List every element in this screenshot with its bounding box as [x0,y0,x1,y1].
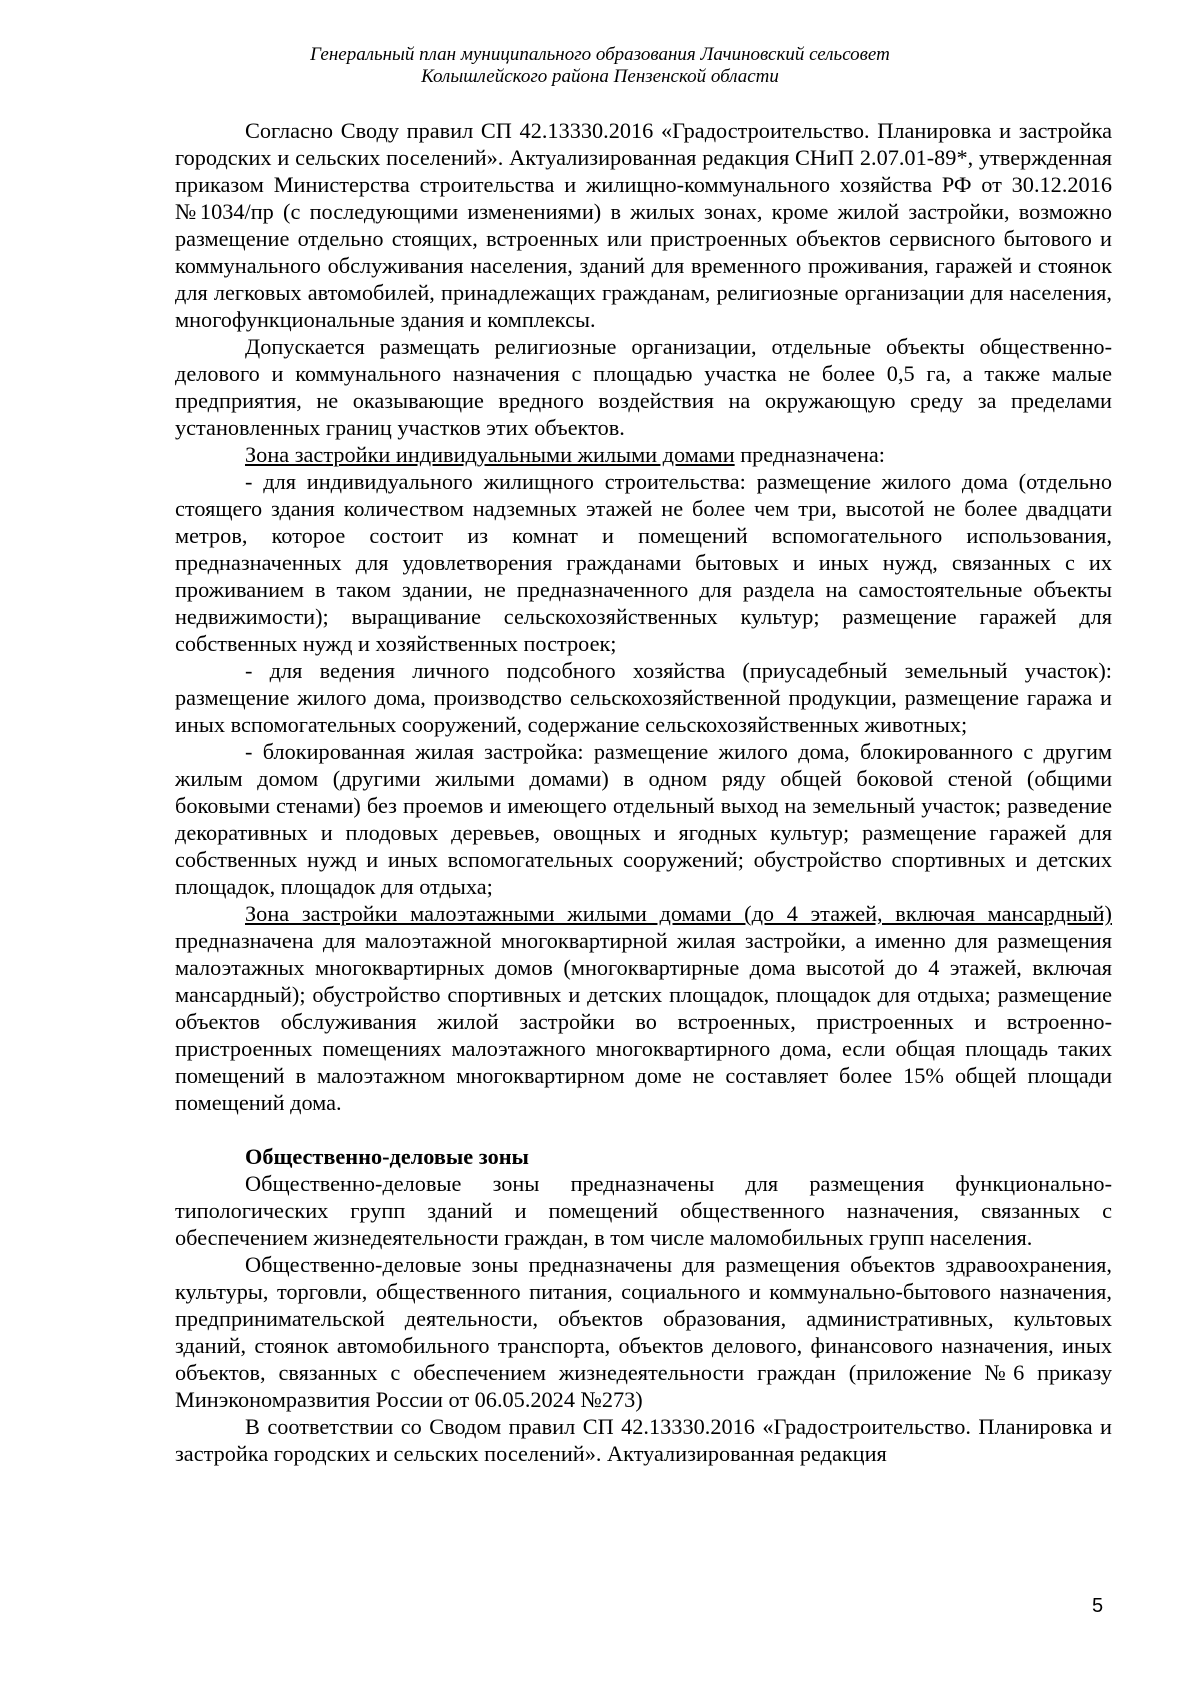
section-spacer [175,1116,1112,1143]
paragraph-permitted-placement: Допускается размещать религиозные организации, отдельные объекты общественно-делового и коммунального назначения с площадью участка не более 0,5 га, а также малые предприятия, не оказывающие вредного воздействия на окружающую среду за пределами установленных границ участков этих объектов. [175,334,1112,440]
paragraph-public-business-purposes: Общественно-деловые зоны предназначены для размещения объектов здравоохранения, культуры, торговли, общественного питания, социального и коммунально-бытового назначения, предпринимательской деятельности, объектов образования, административных, культовых зданий, стоянок автомобильного транспорта, объектов делового, финансового назначения, иных объектов, связанных с обеспечением жизнедеятельности граждан (приложение №6 приказу Минэкономразвития России от 06.05.2024 №273) [175,1252,1112,1412]
paragraph-individual-housing-zone [175,441,1112,468]
page-number: 5 [1092,1595,1104,1617]
paragraph-residential-zones-intro: Согласно Своду правил СП 42.13330.2016 «Градостроительство. Планировка и застройка городских и сельских поселений». Актуализированная редакция СНиП 2.07.01-89*, утвержденная приказом Министерства строительства и жилищно-коммунального хозяйства РФ от 30.12.2016 №1034/пр (с последующими изменениями) в жилых зонах, кроме жилой застройки, возможно размещение отдельно стоящих, встроенных или пристроенных объектов сервисного бытового и коммунального обслуживания населения, зданий для временного проживания, гаражей и стоянок для легковых автомобилей, принадлежащих гражданам, религиозные организации для населения, многофункциональные здания и комплексы. [175,118,1112,332]
list-item-personal-farming: - для ведения личного подсобного хозяйства (приусадебный земельный участок): размещение жилого дома, производство сельскохозяйственной продукции, размещение гаража и иных вспомогательных сооружений, содержание сельскохозяйственных животных; [175,658,1112,737]
paragraph-text: предназначена для малоэтажной многоквартирной жилая застройки, а именно для размещения малоэтажных многоквартирных домов (многоквартирные дома высотой до 4 этажей, включая мансардный); обустройство спортивных и детских площадок, площадок для отдыха; размещение объектов обслуживания жилой застройки во встроенных, пристроенных и встроенно-пристроенных помещениях малоэтажного многоквартирного дома, если общая площадь таких помещений в малоэтажном многоквартирном доме не составляет более 15% общей площади помещений дома. [175,928,1112,1115]
body-text [175,117,1112,1467]
list-item-blocked-housing: - блокированная жилая застройка: размещение жилого дома, блокированного с другим жилым домом (другими жилыми домами) в одном ряду общей боковой стеной (общими боковыми стенами) без проемов и имеющего отдельный выход на земельный участок; разведение декоративных и плодовых деревьев, овощных и ягодных культур; размещение гаражей для собственных нужд и иных вспомогательных сооружений; обустройство спортивных и детских площадок, площадок для отдыха; [175,739,1112,899]
header-line-2: Колышлейского района Пензенской области [421,66,779,87]
paragraph-low-rise-housing-zone [175,900,1112,1116]
header-line-1: Генеральный план муниципального образования Лачиновский сельсовет [310,44,890,65]
running-header [0,44,1200,88]
zone-name-individual-housing: Зона застройки индивидуальными жилыми домами [245,442,735,467]
section-title: Общественно-деловые зоны [245,1144,529,1169]
paragraph-sp-reference: В соответствии со Сводом правил СП 42.13330.2016 «Градостроительство. Планировка и застройка городских и сельских поселений». Актуализированная редакция [175,1414,1112,1466]
list-item-individual-construction: - для индивидуального жилищного строительства: размещение жилого дома (отдельно стоящего здания количеством надземных этажей не более чем три, высотой не более двадцати метров, которое состоит из комнат и помещений вспомогательного использования, предназначенных для удовлетворения гражданами бытовых и иных нужд, связанных с их проживанием в таком здании, не предназначенного для раздела на самостоятельные объекты недвижимости); выращивание сельскохозяйственных культур; размещение гаражей для собственных нужд и хозяйственных построек; [175,469,1112,656]
paragraph-public-business-zones: Общественно-деловые зоны предназначены для размещения функционально-типологических групп зданий и помещений общественного назначения, связанных с обеспечением жизнедеятельности граждан, в том числе маломобильных групп населения. [175,1171,1112,1250]
zone-name-low-rise-housing: Зона застройки малоэтажными жилыми домами (до 4 этажей, включая мансардный) [245,901,1112,926]
paragraph-text: предназначена: [734,442,885,467]
